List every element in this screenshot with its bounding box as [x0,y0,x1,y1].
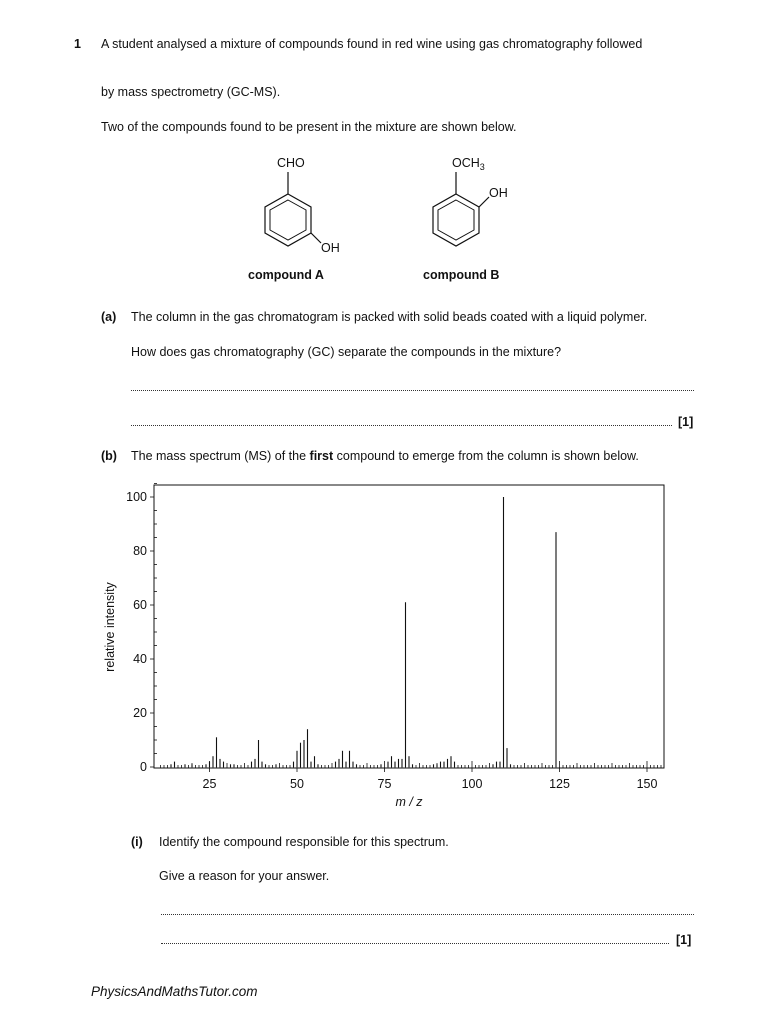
compound-b-och3-label [452,156,485,172]
part-b-i-line-2: Give a reason for your answer. [159,869,330,883]
compound-b-structure [420,150,530,260]
x-tick-label: 50 [290,777,304,791]
y-tick-label: 40 [133,652,147,666]
part-b-text-before: The mass spectrum (MS) of the [131,449,310,463]
part-a-line-1: The column in the gas chromatogram is packed with solid beads coated with a liquid polymer. [131,310,648,324]
part-b-i-marks: [1] [676,933,692,947]
compound-b-och-text: OCH [452,156,480,170]
part-b-label: (b) [101,449,117,463]
compound-a-oh-bond [311,233,321,243]
footer-site-name: PhysicsAndMathsTutor.com [91,984,258,999]
compound-a-cho-label: CHO [277,156,305,170]
question-intro-line-3: Two of the compounds found to be present in the mixture are shown below. [101,120,517,134]
compound-b-inner-ring [438,200,474,240]
part-b-text [131,449,639,463]
compound-b-oh-bond [479,197,489,207]
x-tick-label: 150 [636,777,658,791]
question-intro-line-1: A student analysed a mixture of compounds found in red wine using gas chromatography followed [101,37,643,51]
mass-spectrum-chart [0,470,768,815]
chart-y-axis-label: relative intensity [103,582,117,672]
compound-b-subscript: 3 [479,162,485,172]
part-a-answer-line-2[interactable] [131,425,672,426]
compound-b-ring [433,194,479,246]
compound-a-inner-ring [270,200,306,240]
y-tick-label: 80 [133,544,147,558]
compound-a-label: compound A [248,268,324,282]
part-a-label: (a) [101,310,117,324]
compound-a-structure [245,150,355,260]
part-b-text-after: compound to emerge from the column is shown below. [333,449,639,463]
y-tick-label: 100 [126,490,147,504]
part-b-i-label: (i) [131,835,143,849]
part-b-text-bold: first [309,449,334,463]
compound-b-label: compound B [423,268,500,282]
y-tick-label: 0 [140,760,147,774]
compound-a-oh-label: OH [321,241,340,255]
chart-peaks [171,497,556,767]
chart-tick-labels [126,490,657,791]
x-tick-label: 100 [461,777,483,791]
part-b-i-answer-line-1[interactable] [161,914,694,915]
question-intro-line-2: by mass spectrometry (GC-MS). [101,85,281,99]
part-b-i-line-1: Identify the compound responsible for this spectrum. [159,835,449,849]
question-number: 1 [74,37,81,51]
x-tick-label: 25 [202,777,217,791]
x-tick-label: 75 [377,777,392,791]
compound-b-oh-label: OH [489,186,508,200]
chart-x-axis-label: m / z [395,795,423,809]
part-a-answer-line-1[interactable] [131,390,694,391]
x-tick-label: 125 [549,777,570,791]
y-tick-label: 20 [133,706,147,720]
compound-a-ring [265,194,311,246]
part-a-marks: [1] [678,415,694,429]
y-tick-label: 60 [133,598,147,612]
part-a-line-2: How does gas chromatography (GC) separate the compounds in the mixture? [131,345,562,359]
chart-frame [154,485,664,768]
part-b-i-answer-line-2[interactable] [161,943,669,944]
